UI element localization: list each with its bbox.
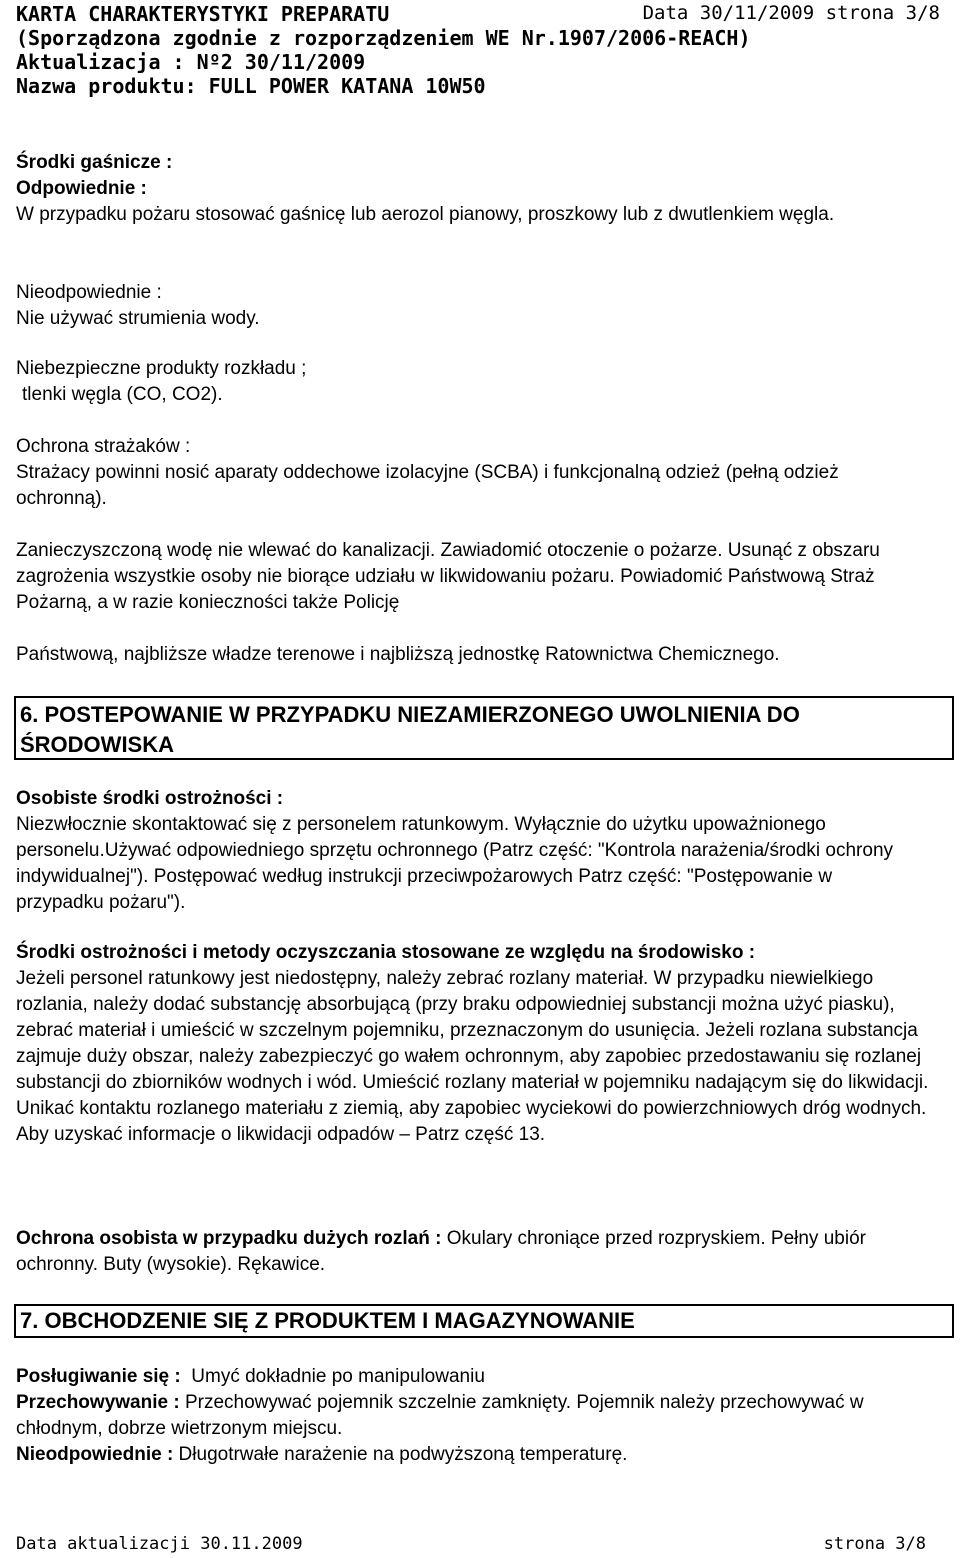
storage-text: Przechowywać pojemnik szczelnie zamknięty. Pojemnik należy przechowywać w chłodnym, dobrze wietrzonym miejscu. — [16, 1392, 864, 1439]
handling-text: Umyć dokładnie po manipulowaniu — [180, 1366, 485, 1387]
personal-precautions-text: Niezwłocznie skontaktować się z personelem ratunkowym. Wyłącznie do użytku upoważnionego personelu.Używać odpowiedniego sprzętu ochronnego (Patrz część: "Kontrola narażenia/środki ochrony indywidualnej"). Postępować według instrukcji przeciwpożarowych Patrz część: "Postępowanie w przypadku pożaru"). — [16, 814, 894, 913]
environment-text: Jeżeli personel ratunkowy jest niedostępny, należy zebrać rozlany materiał. W przypadku niewielkiego rozlania, należy dodać substancję absorbującą (przy braku odpowiedniej substancji można użyć piasku), zebrać materiał i umieścić w szczelnym pojemniku, przeznaczonym do usunięcia. Jeżeli rozlana substancja zajmuje duży obszar, należy zabezpieczyć go wałem ochronnym, aby zapobiec przedostawaniu się rozlanej substancji do zbiorników wodnych i wód. Umieścić rozlany materiał w pojemniku nadającym się do likwidacji. Unikać kontaktu rozlanego materiału z ziemią, aby zapobiec wyciekowi do powierzchniowych dróg wodnych. Aby uzyskać informacje o likwidacji odpadów – Patrz część 13. — [16, 968, 929, 1145]
section-6-title: 6. POSTEPOWANIE W PRZYPADKU NIEZAMIERZONEGO UWOLNIENIA DO ŚRODOWISKA — [20, 702, 800, 757]
product-name: Nazwa produktu: FULL POWER KATANA 10W50 — [16, 74, 486, 98]
unsuitable-storage-text: Długotrwałe narażenie na podwyższoną temperaturę. — [173, 1444, 628, 1465]
large-spill-label: Ochrona osobista w przypadku dużych rozlań : — [16, 1228, 442, 1249]
large-spill-text: Okulary chroniące przed rozpryskiem. Pełny ubiór ochronny. Buty (wysokie). Rękawice. — [16, 1228, 866, 1275]
handling-label: Posługiwanie się : — [16, 1366, 181, 1387]
suitable-label: Odpowiednie : — [16, 178, 147, 199]
unsuitable-text: Nie używać strumienia wody. — [16, 308, 260, 329]
hazardous-label: Niebezpieczne produkty rozkładu ; — [16, 358, 307, 379]
storage-paragraph — [16, 1390, 916, 1442]
date-page-info: Data 30/11/2009 strona 3/8 — [642, 2, 940, 24]
update-line: Aktualizacja : Nº2 30/11/2009 — [16, 50, 366, 74]
unsuitable-storage-label: Nieodpowiednie : — [16, 1444, 174, 1465]
regulation-line: (Sporządzona zgodnie z rozporządzeniem WE Nr.1907/2006-REACH) — [16, 26, 751, 50]
footer-update-date: Data aktualizacji 30.11.2009 — [16, 1534, 303, 1554]
environment-label: Środki ostrożności i metody oczyszczania stosowane ze względu na środowisko : — [16, 942, 756, 963]
unsuitable-label: Nieodpowiednie : — [16, 282, 162, 303]
personal-precautions-label: Osobiste środki ostrożności : — [16, 788, 284, 809]
handling-paragraph — [16, 1364, 941, 1390]
storage-label: Przechowywanie : — [16, 1392, 180, 1413]
firefighters-label: Ochrona strażaków : — [16, 436, 191, 457]
water-text: Zanieczyszczoną wodę nie wlewać do kanalizacji. Zawiadomić otoczenie o pożarze. Usunąć z obszaru zagrożenia wszystkie osoby nie biorące udziału w likwidowaniu pożaru. Powiadomić Państwową Straż Pożarną, a w razie konieczności także Policję — [16, 540, 880, 613]
extinguishing-title: Środki gaśnicze : — [16, 152, 173, 173]
section-7-title: 7. OBCHODZENIE SIĘ Z PRODUKTEM I MAGAZYNOWANIE — [20, 1308, 635, 1333]
large-spill-paragraph — [16, 1226, 916, 1278]
suitable-text: W przypadku pożaru stosować gaśnicę lub aerozol pianowy, proszkowy lub z dwutlenkiem węgla. — [16, 204, 835, 225]
unsuitable-storage-paragraph — [16, 1442, 941, 1468]
authorities-text: Państwową, najbliższe władze terenowe i najbliższą jednostkę Ratownictwa Chemicznego. — [16, 644, 780, 665]
document-title: KARTA CHARAKTERYSTYKI PREPARATU — [16, 2, 390, 26]
section-7-header — [14, 1304, 954, 1338]
hazardous-text: tlenki węgla (CO, CO2). — [22, 384, 223, 405]
footer-page-number: strona 3/8 — [823, 1534, 926, 1554]
section-6-header — [14, 696, 954, 760]
firefighters-text: Strażacy powinni nosić aparaty oddechowe izolacyjne (SCBA) i funkcjonalną odzież (pełną odzież ochronną). — [16, 462, 839, 509]
